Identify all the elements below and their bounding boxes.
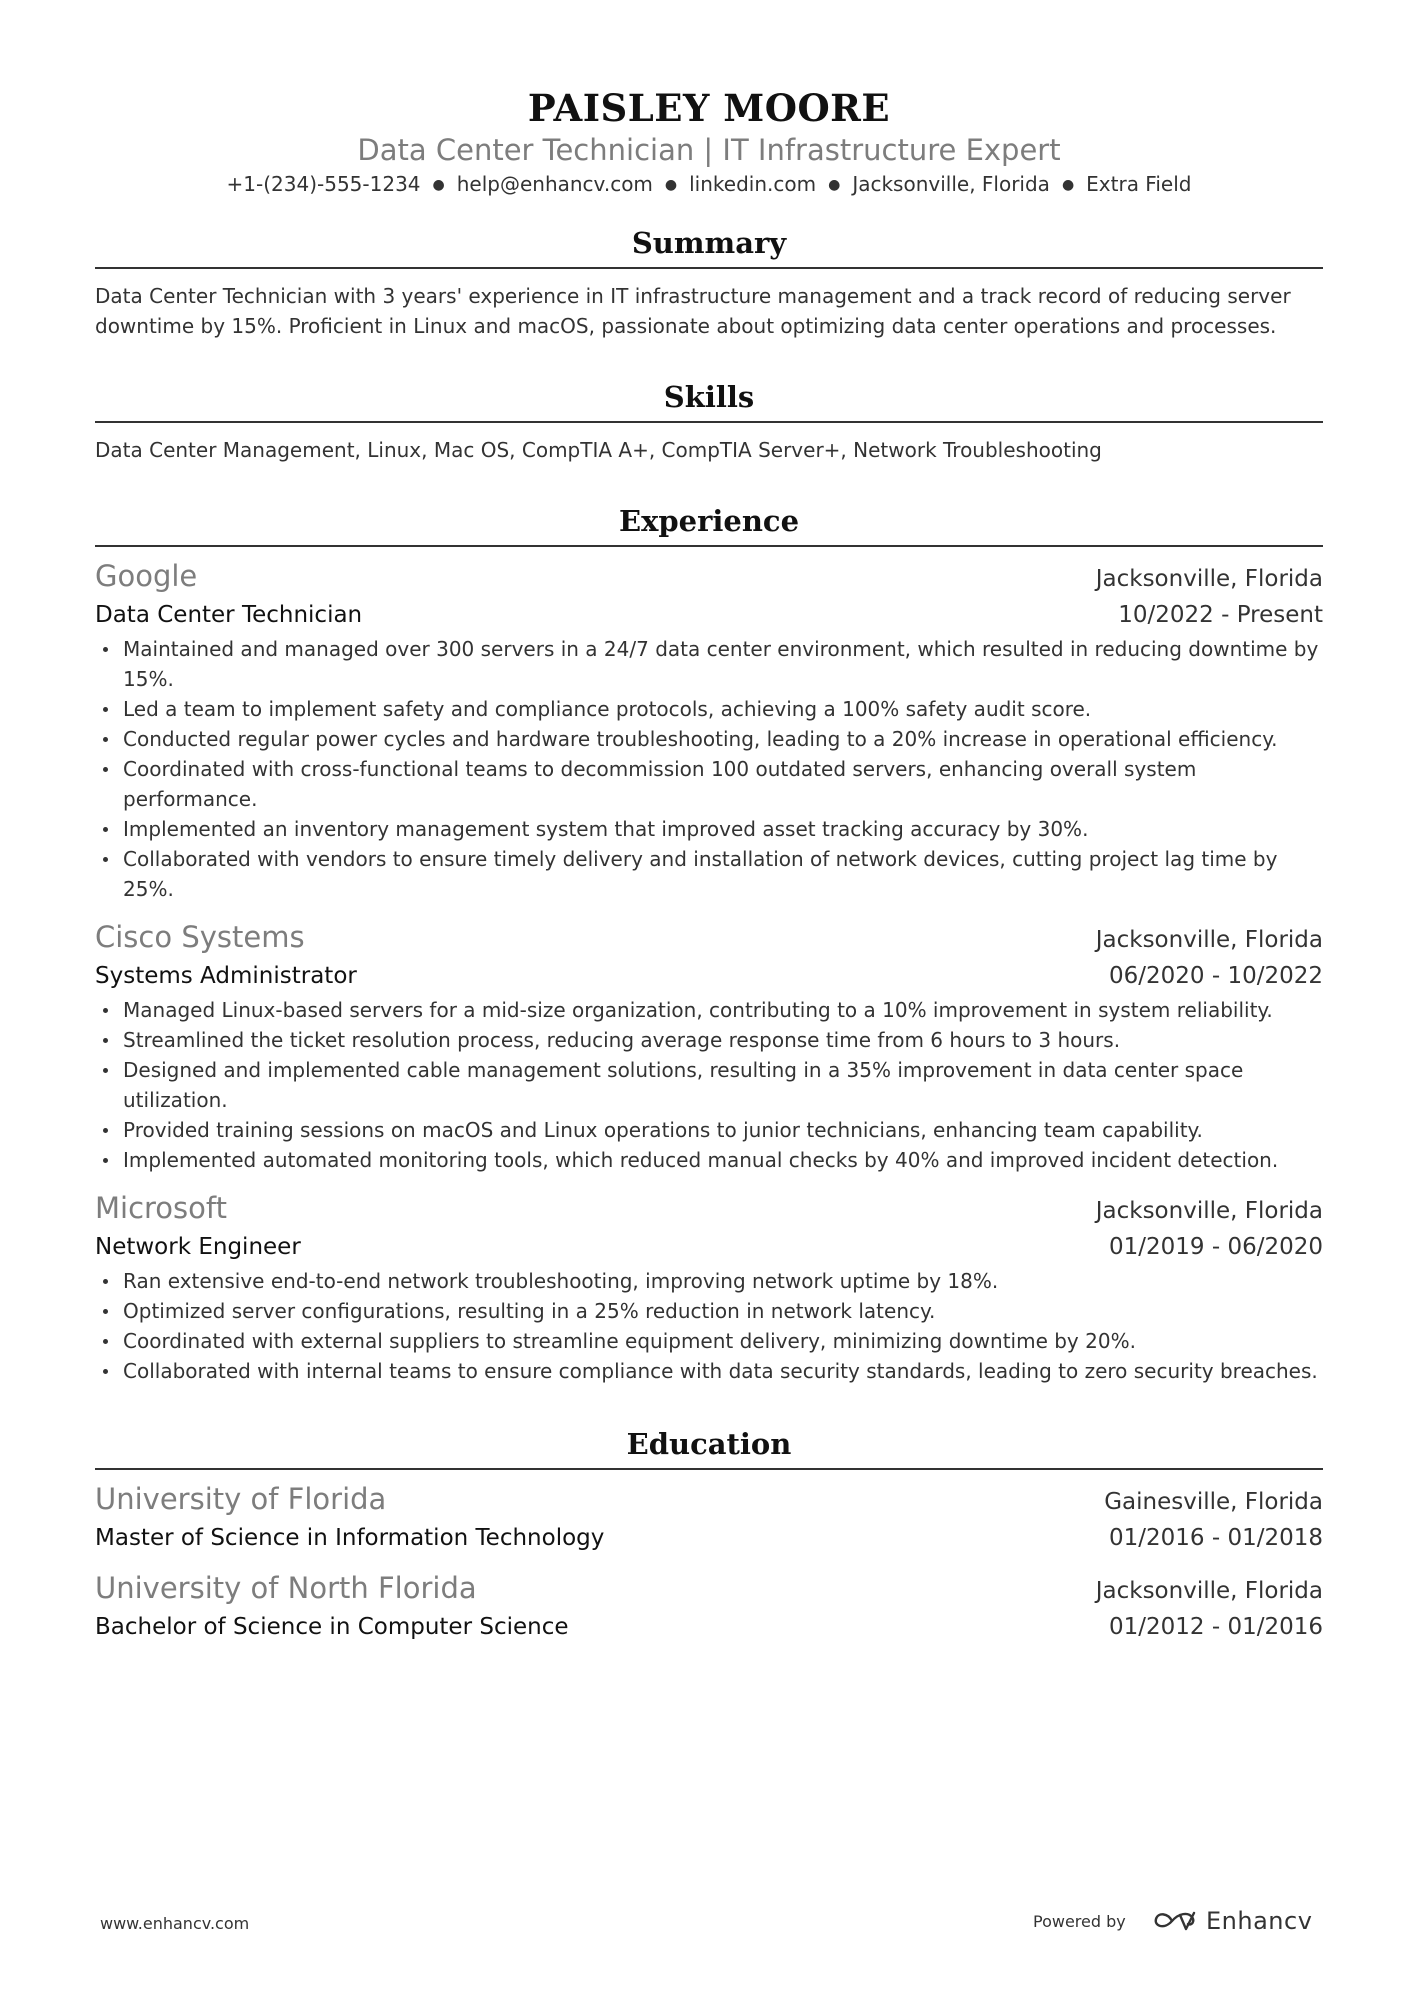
job-dates: 06/2020 - 10/2022 — [1108, 963, 1323, 989]
enhancv-logo-icon — [1152, 1908, 1198, 1934]
bullet-separator-icon: ● — [432, 177, 445, 193]
resume-page — [95, 0, 1323, 1644]
skills-heading: Skills — [663, 380, 755, 414]
experience-section — [95, 503, 1323, 1386]
company-name: Microsoft — [95, 1191, 227, 1225]
education-dates: 01/2012 - 01/2016 — [1108, 1614, 1323, 1640]
contact-extra-field: Extra Field — [1086, 172, 1192, 196]
list-item: Implemented automated monitoring tools, which reduced manual checks by 40% and improved incident detection. — [95, 1145, 1323, 1175]
powered-by-label: Powered by — [1033, 1912, 1126, 1931]
experience-entry-microsoft — [95, 1189, 1323, 1386]
experience-entry-google — [95, 557, 1323, 904]
bullet-separator-icon: ● — [1061, 177, 1075, 193]
degree-name: Bachelor of Science in Computer Science — [95, 1614, 569, 1640]
achievement-list — [95, 634, 1323, 904]
achievement-list — [95, 1266, 1323, 1386]
list-item: Led a team to implement safety and compliance protocols, achieving a 100% safety audit score. — [95, 694, 1323, 724]
job-title: Network Engineer — [95, 1234, 301, 1260]
section-divider — [95, 545, 1323, 547]
bullet-separator-icon: ● — [664, 177, 678, 193]
experience-heading: Experience — [618, 504, 800, 538]
list-item: Optimized server configurations, resulting in a 25% reduction in network latency. — [95, 1296, 1323, 1326]
resume-header — [95, 0, 1323, 199]
job-title: Systems Administrator — [95, 963, 357, 989]
contact-linkedin: linkedin.com — [689, 172, 817, 196]
job-title: Data Center Technician — [95, 602, 363, 628]
list-item: Coordinated with external suppliers to streamline equipment delivery, minimizing downtime by 20%. — [95, 1326, 1323, 1356]
footer-website-link[interactable]: www.enhancv.com — [100, 1914, 250, 1933]
bullet-separator-icon: ● — [828, 177, 841, 193]
job-location: Jacksonville, Florida — [1095, 1198, 1323, 1224]
enhancv-logo[interactable] — [1152, 1906, 1312, 1936]
job-location: Jacksonville, Florida — [1095, 566, 1323, 592]
list-item: Designed and implemented cable management solutions, resulting in a 35% improvement in data center space utilization. — [95, 1055, 1323, 1115]
education-entry — [95, 1480, 1323, 1555]
section-divider — [95, 1468, 1323, 1470]
section-divider — [95, 267, 1323, 269]
job-dates: 01/2019 - 06/2020 — [1108, 1234, 1323, 1260]
enhancv-logo-text: Enhancv — [1206, 1907, 1313, 1935]
list-item: Conducted regular power cycles and hardware troubleshooting, leading to a 20% increase in operational efficiency. — [95, 724, 1323, 754]
education-entry — [95, 1569, 1323, 1644]
degree-name: Master of Science in Information Technology — [95, 1525, 605, 1551]
experience-entry-cisco — [95, 918, 1323, 1175]
contact-location: Jacksonville, Florida — [852, 172, 1050, 196]
school-location: Gainesville, Florida — [1104, 1489, 1323, 1515]
summary-text: Data Center Technician with 3 years' experience in IT infrastructure management and a track record of reducing server downtime by 15%. Proficient in Linux and macOS, passionate about optimizing data center operations and processes. — [95, 284, 1291, 338]
page-footer — [0, 1906, 1410, 1946]
list-item: Collaborated with vendors to ensure timely delivery and installation of network devices, cutting project lag time by 25%. — [95, 844, 1323, 904]
list-item: Maintained and managed over 300 servers in a 24/7 data center environment, which resulted in reducing downtime by 15%. — [95, 634, 1323, 694]
company-name: Cisco Systems — [95, 920, 305, 954]
list-item: Collaborated with internal teams to ensure compliance with data security standards, leading to zero security breaches. — [95, 1356, 1323, 1386]
candidate-name: PAISLEY MOORE — [527, 86, 891, 130]
list-item: Coordinated with cross-functional teams to decommission 100 outdated servers, enhancing overall system performance. — [95, 754, 1323, 814]
job-location: Jacksonville, Florida — [1095, 927, 1323, 953]
education-section — [95, 1426, 1323, 1644]
education-heading: Education — [626, 1427, 792, 1461]
school-name: University of Florida — [95, 1482, 387, 1516]
summary-heading: Summary — [631, 226, 787, 260]
company-name: Google — [95, 559, 198, 593]
list-item: Implemented an inventory management system that improved asset tracking accuracy by 30%. — [95, 814, 1323, 844]
job-dates: 10/2022 - Present — [1118, 602, 1323, 628]
skills-section — [95, 379, 1323, 465]
section-divider — [95, 421, 1323, 423]
education-dates: 01/2016 - 01/2018 — [1108, 1525, 1323, 1551]
list-item: Streamlined the ticket resolution process, reducing average response time from 6 hours to 3 hours. — [95, 1025, 1323, 1055]
candidate-tagline: Data Center Technician | IT Infrastructure Expert — [357, 133, 1061, 167]
skills-text: Data Center Management, Linux, Mac OS, CompTIA A+, CompTIA Server+, Network Troubleshooting — [95, 438, 1102, 462]
contact-phone: +1-(234)-555-1234 — [226, 172, 421, 196]
achievement-list — [95, 995, 1323, 1175]
list-item: Managed Linux-based servers for a mid-size organization, contributing to a 10% improvement in system reliability. — [95, 995, 1323, 1025]
contact-line — [95, 170, 1323, 199]
school-location: Jacksonville, Florida — [1095, 1578, 1323, 1604]
contact-email: help@enhancv.com — [456, 172, 653, 196]
school-name: University of North Florida — [95, 1571, 477, 1605]
list-item: Ran extensive end-to-end network troubleshooting, improving network uptime by 18%. — [95, 1266, 1323, 1296]
summary-section — [95, 225, 1323, 341]
list-item: Provided training sessions on macOS and Linux operations to junior technicians, enhancing team capability. — [95, 1115, 1323, 1145]
